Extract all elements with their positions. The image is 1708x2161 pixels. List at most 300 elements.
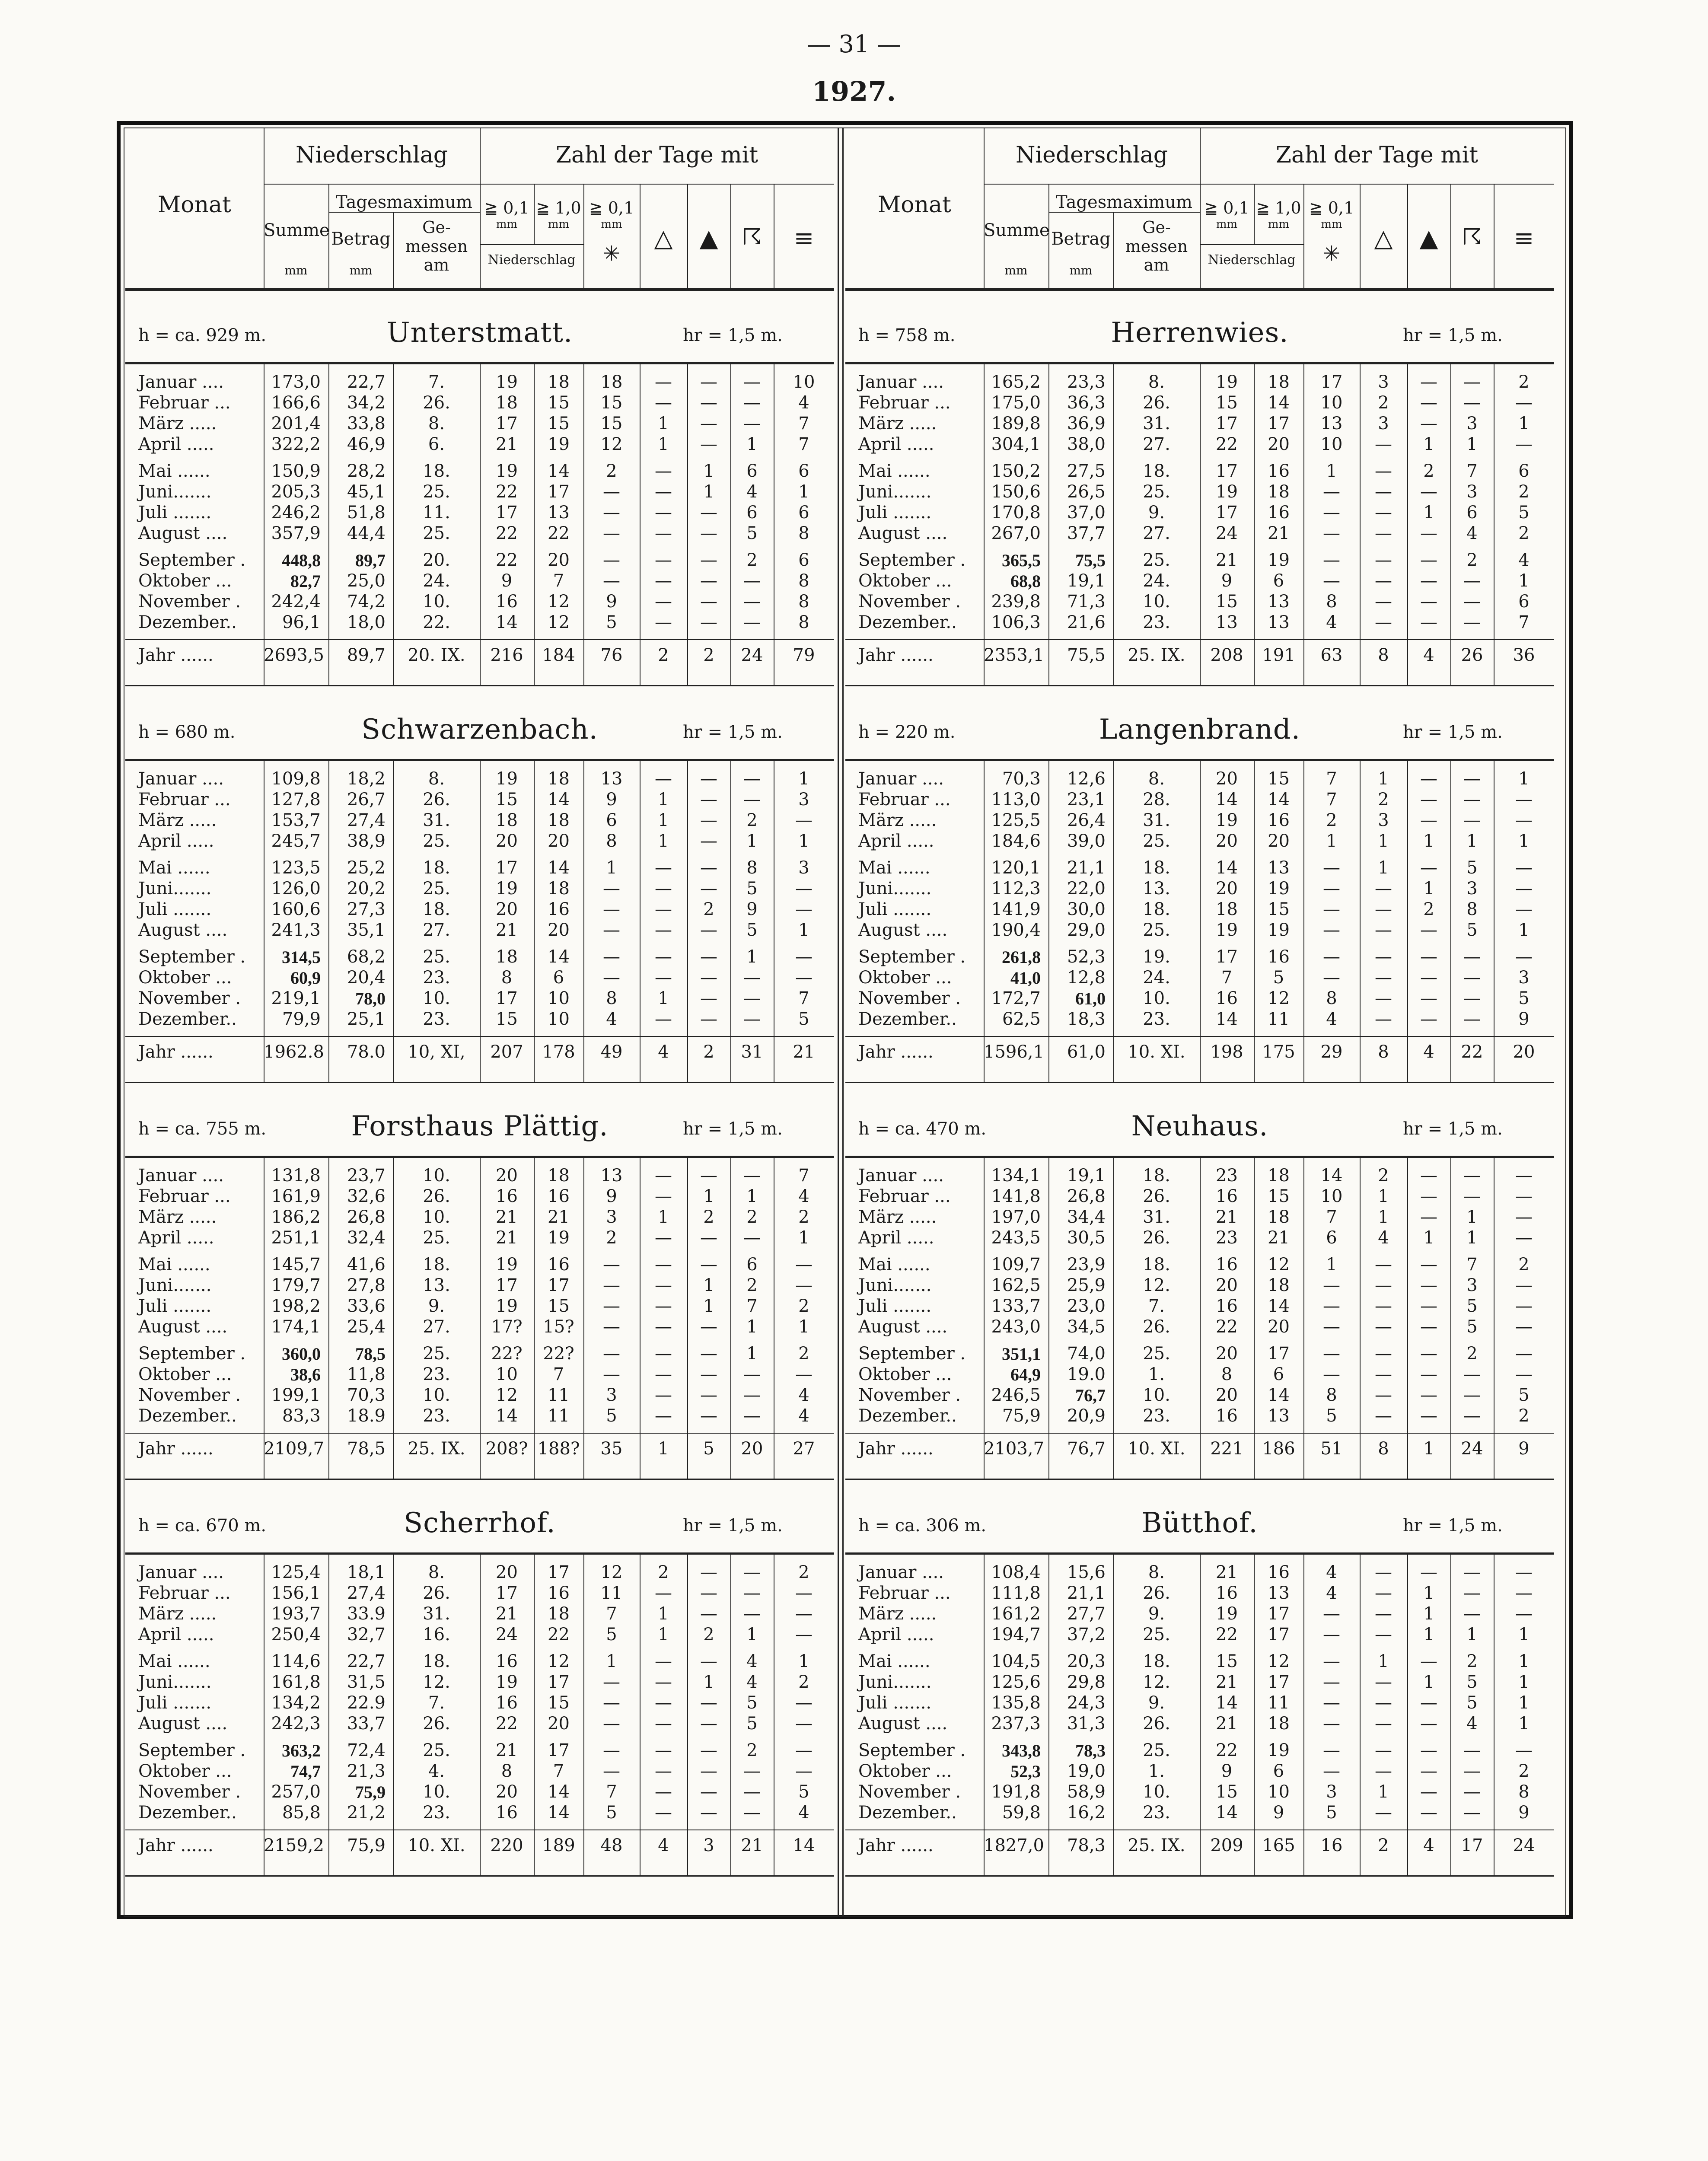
station-bottom-rule <box>125 1875 834 1877</box>
days-t1: — <box>1375 879 1392 899</box>
year-title: 1927. <box>812 76 896 107</box>
days-snow: — <box>1323 1344 1340 1364</box>
table-row <box>845 1693 1554 1714</box>
days-t4: 2 <box>798 1296 809 1316</box>
max-date: 27. <box>1143 434 1170 454</box>
sum-value: 179,7 <box>271 1275 321 1295</box>
max-value: 61,0 <box>1075 989 1106 1008</box>
days-snow: — <box>603 482 620 502</box>
table-row <box>125 1625 834 1645</box>
days-snow: — <box>1323 1651 1340 1671</box>
header-mm3: mm <box>601 218 622 231</box>
month-label: Oktober ... <box>138 968 232 988</box>
days-snow: — <box>1323 1740 1340 1760</box>
days-snow: — <box>603 1364 620 1384</box>
days-precip-10: 188? <box>537 1439 580 1459</box>
sum-value: 205,3 <box>271 482 321 502</box>
max-value: 20,3 <box>1067 1651 1106 1671</box>
days-t4: 1 <box>798 1228 809 1248</box>
year-total-row <box>125 1439 834 1460</box>
days-t3: 4 <box>746 1651 758 1671</box>
days-precip-10: 17 <box>1268 1625 1290 1645</box>
max-value: 21,2 <box>347 1803 386 1823</box>
sum-value: 242,4 <box>271 592 321 612</box>
days-precip-10: 13 <box>548 503 570 523</box>
days-t1: — <box>1375 1406 1392 1426</box>
days-t3: — <box>743 769 761 789</box>
max-value: 78,0 <box>355 989 386 1008</box>
days-t4: 2 <box>1518 1255 1530 1275</box>
days-t1: 4 <box>1378 1228 1389 1248</box>
month-label: Februar ... <box>858 790 951 810</box>
days-precip-10: 15? <box>543 1317 574 1337</box>
header-summe: Summe <box>264 220 330 240</box>
max-value: 20,9 <box>1067 1406 1106 1426</box>
days-precip-01: 19 <box>1216 810 1238 830</box>
month-label: Februar ... <box>138 393 231 413</box>
table-row <box>845 1782 1554 1803</box>
month-label: Februar ... <box>858 1583 951 1603</box>
max-value: 25,2 <box>347 858 386 878</box>
days-snow: 2 <box>606 461 617 481</box>
days-precip-10: 14 <box>548 1803 570 1823</box>
days-t2: 2 <box>1423 899 1434 919</box>
sum-value: 243,0 <box>991 1317 1041 1337</box>
sum-value: 41,0 <box>1010 968 1041 988</box>
max-date: 24. <box>1143 968 1170 988</box>
station-block <box>125 1084 834 1481</box>
sum-value: 125,5 <box>991 810 1041 830</box>
days-t3: 1 <box>1466 1207 1478 1227</box>
table-row <box>845 372 1554 393</box>
table-row <box>845 1296 1554 1317</box>
days-precip-10: 15 <box>548 1693 570 1713</box>
table-row <box>125 1782 834 1803</box>
header-rule <box>583 184 584 288</box>
month-label: Februar ... <box>138 1583 231 1603</box>
days-precip-10: 16 <box>1268 1562 1290 1582</box>
max-value: 78,5 <box>355 1344 386 1364</box>
table-row <box>845 769 1554 790</box>
month-label: Juli ....... <box>858 503 932 523</box>
days-precip-01: 21 <box>496 1740 518 1760</box>
days-t4: — <box>795 1740 813 1760</box>
max-value: 36,9 <box>1067 414 1106 433</box>
year-total-row <box>845 1836 1554 1856</box>
max-value: 21,1 <box>1067 858 1106 878</box>
days-precip-10: 178 <box>542 1042 575 1062</box>
days-precip-01: 20 <box>1216 1275 1238 1295</box>
days-t2: 1 <box>703 1275 714 1295</box>
max-date: 10. <box>423 1166 450 1186</box>
table-row <box>125 1166 834 1186</box>
table-row <box>845 1740 1554 1761</box>
max-date: 18. <box>1143 1166 1170 1186</box>
days-t2: — <box>700 988 717 1008</box>
days-snow: — <box>1323 1317 1340 1337</box>
days-precip-10: 6 <box>1273 1364 1284 1384</box>
days-t1: 1 <box>658 434 669 454</box>
year-rule <box>845 639 1554 640</box>
days-t1: — <box>655 1714 672 1734</box>
days-t1: — <box>655 1255 672 1275</box>
days-t2: — <box>700 523 717 543</box>
days-t2: — <box>1420 612 1437 632</box>
max-date: 25. <box>423 1344 450 1364</box>
days-t4: 7 <box>798 434 809 454</box>
station-elevation: h = 680 m. <box>138 722 236 742</box>
table-row <box>845 1672 1554 1693</box>
max-value: 72,4 <box>347 1740 386 1760</box>
month-label: August .... <box>858 1714 948 1734</box>
days-precip-01: 16 <box>1216 1296 1238 1316</box>
days-snow: — <box>1323 1672 1340 1692</box>
max-value: 27,8 <box>347 1275 386 1295</box>
days-snow: — <box>1323 571 1340 591</box>
station-bottom-rule <box>125 685 834 686</box>
sum-value: 184,6 <box>991 831 1041 851</box>
days-t1: — <box>655 1228 672 1248</box>
days-precip-10: 15 <box>1268 769 1290 789</box>
sum-value: 246,2 <box>271 503 321 523</box>
days-t1: — <box>1375 1740 1392 1760</box>
year-rule <box>845 1433 1554 1434</box>
table-row <box>125 1803 834 1823</box>
table-row <box>125 1317 834 1338</box>
max-date: 27. <box>1143 523 1170 543</box>
table-row <box>845 879 1554 899</box>
days-t4: 5 <box>1518 1385 1530 1405</box>
header-rule <box>984 127 985 288</box>
max-date: 8. <box>1148 372 1165 392</box>
month-label: März ..... <box>138 414 217 433</box>
days-t4: 9 <box>1518 1009 1530 1029</box>
max-value: 24,3 <box>1067 1693 1106 1713</box>
table-row <box>845 810 1554 831</box>
sum-value: 2109,7 <box>264 1439 324 1459</box>
days-t2: — <box>1420 372 1437 392</box>
table-row <box>125 1255 834 1275</box>
days-t1: 1 <box>1378 1207 1389 1227</box>
max-date: 10. <box>423 592 450 612</box>
days-snow: 9 <box>606 1186 617 1206</box>
days-t2: 1 <box>703 1672 714 1692</box>
max-date: 25. <box>423 879 450 899</box>
header-ge1: ≧ 0,1 <box>484 198 529 217</box>
table-row <box>125 1296 834 1317</box>
month-label: Juli ....... <box>138 503 212 523</box>
days-snow: 13 <box>600 1166 623 1186</box>
table-row <box>845 414 1554 434</box>
station-block <box>845 291 1554 688</box>
days-t1: — <box>655 523 672 543</box>
days-t3: 5 <box>1466 920 1478 940</box>
station-gauge-height: hr = 1,5 m. <box>1403 325 1503 345</box>
days-precip-01: 21 <box>496 1207 518 1227</box>
month-label: Dezember.. <box>138 612 237 632</box>
days-precip-01: 16 <box>496 592 518 612</box>
days-t2: — <box>700 1651 717 1671</box>
days-precip-10: 20 <box>1268 1317 1290 1337</box>
days-precip-01: 21 <box>1216 550 1238 570</box>
days-precip-01: 19 <box>496 372 518 392</box>
sum-value: 62,5 <box>1002 1009 1041 1029</box>
max-date: 10. XI. <box>1128 1439 1185 1459</box>
days-precip-10: 16 <box>548 1583 570 1603</box>
days-t1: — <box>1375 1562 1392 1582</box>
header-zahl: Zahl der Tage mit <box>555 142 758 168</box>
data-grid <box>845 1158 1554 1479</box>
station-elevation: h = ca. 929 m. <box>138 325 267 345</box>
days-t2: — <box>1420 1275 1437 1295</box>
max-value: 61,0 <box>1067 1042 1106 1062</box>
header-betrag: Betrag <box>331 229 391 249</box>
max-date: 7. <box>1148 1296 1165 1316</box>
days-t2: 1 <box>703 482 714 502</box>
days-snow: — <box>603 1317 620 1337</box>
header-niederschlag: Niederschlag <box>295 142 448 168</box>
days-precip-10: 20 <box>1268 434 1290 454</box>
days-t3: — <box>1463 1761 1481 1781</box>
sum-value: 175,0 <box>991 393 1041 413</box>
data-grid <box>125 761 834 1082</box>
days-t2: 1 <box>1423 1439 1434 1459</box>
sum-value: 79,9 <box>282 1009 321 1029</box>
days-snow: 10 <box>1320 393 1343 413</box>
max-date: 16. <box>423 1625 450 1645</box>
sum-value: 161,2 <box>991 1604 1041 1624</box>
fog-icon: ≡ <box>793 224 814 252</box>
max-value: 36,3 <box>1067 393 1106 413</box>
sum-value: 68,8 <box>1010 571 1041 591</box>
days-t4: — <box>1515 1364 1533 1384</box>
days-t3: — <box>1463 1009 1481 1029</box>
days-precip-10: 14 <box>548 858 570 878</box>
days-snow: 5 <box>1326 1803 1337 1823</box>
max-value: 89,7 <box>355 551 386 570</box>
days-t2: — <box>700 1344 717 1364</box>
month-label: Mai ...... <box>858 858 930 878</box>
days-t2: 1 <box>1423 1625 1434 1645</box>
days-t3: — <box>743 1228 761 1248</box>
sum-value: 314,5 <box>282 947 321 967</box>
max-value: 23,1 <box>1067 790 1106 810</box>
days-precip-10: 22 <box>548 523 570 543</box>
days-t4: 6 <box>798 461 809 481</box>
days-t4: — <box>795 810 813 830</box>
days-t4: — <box>1515 1562 1533 1582</box>
station-elevation: h = ca. 306 m. <box>858 1516 987 1536</box>
days-t3: — <box>743 1364 761 1384</box>
days-precip-10: 17 <box>548 1562 570 1582</box>
days-precip-10: 11 <box>548 1385 570 1405</box>
max-date: 8. <box>428 414 445 433</box>
days-snow: — <box>1323 503 1340 523</box>
days-t1: — <box>1375 482 1392 502</box>
max-value: 38,0 <box>1067 434 1106 454</box>
days-t1: — <box>655 482 672 502</box>
days-snow: 8 <box>606 988 617 1008</box>
days-t2: — <box>1420 968 1437 988</box>
data-grid <box>845 1555 1554 1875</box>
sum-value: 120,1 <box>991 858 1041 878</box>
days-t4: 1 <box>798 482 809 502</box>
days-snow: — <box>603 899 620 919</box>
days-t3: — <box>743 1009 761 1029</box>
days-t3: 2 <box>746 550 758 570</box>
days-t2: — <box>1420 769 1437 789</box>
table-row <box>125 372 834 393</box>
days-t4: 2 <box>798 1207 809 1227</box>
month-label: Januar .... <box>138 769 224 789</box>
max-value: 37,2 <box>1067 1625 1106 1645</box>
days-t2: — <box>700 612 717 632</box>
days-t4: — <box>795 1693 813 1713</box>
days-t2: 3 <box>703 1836 714 1855</box>
days-precip-10: 18 <box>548 1604 570 1624</box>
month-label: Februar ... <box>858 1186 951 1206</box>
table-row <box>125 1693 834 1714</box>
days-t3: 1 <box>1466 434 1478 454</box>
days-t1: — <box>1375 988 1392 1008</box>
days-t2: — <box>1420 1782 1437 1802</box>
days-t3: 5 <box>1466 1296 1478 1316</box>
days-t2: — <box>700 1693 717 1713</box>
days-t2: — <box>700 1782 717 1802</box>
days-snow: — <box>1323 899 1340 919</box>
year-total-row <box>845 1439 1554 1460</box>
days-precip-01: 16 <box>496 1186 518 1206</box>
max-value: 74,0 <box>1067 1344 1106 1364</box>
days-t1: — <box>1375 612 1392 632</box>
max-date: 12. <box>1143 1275 1170 1295</box>
days-t2: — <box>700 1317 717 1337</box>
days-precip-01: 22 <box>1216 1625 1238 1645</box>
max-date: 25. <box>1143 482 1170 502</box>
month-label: Januar .... <box>138 1166 224 1186</box>
days-t4: 2 <box>1518 372 1530 392</box>
month-label: Oktober ... <box>138 1761 232 1781</box>
days-t3: 1 <box>1466 1228 1478 1248</box>
days-precip-01: 9 <box>501 571 513 591</box>
days-precip-10: 16 <box>1268 503 1290 523</box>
days-t3: 1 <box>746 1186 758 1206</box>
days-t1: — <box>655 550 672 570</box>
days-t4: — <box>795 899 813 919</box>
sum-value: 106,3 <box>991 612 1041 632</box>
table-row <box>845 612 1554 633</box>
days-t3: 6 <box>746 461 758 481</box>
table-row <box>845 1761 1554 1782</box>
days-t2: — <box>700 879 717 899</box>
max-date: 9. <box>1148 1604 1165 1624</box>
days-t4: — <box>1515 1166 1533 1186</box>
days-precip-01: 22 <box>1216 434 1238 454</box>
max-date: 25. IX. <box>1128 645 1185 665</box>
days-snow: — <box>603 1344 620 1364</box>
max-date: 28. <box>1143 790 1170 810</box>
days-t4: 1 <box>798 920 809 940</box>
sum-value: 363,2 <box>282 1741 321 1760</box>
days-snow: 76 <box>600 645 623 665</box>
station-name: Neuhaus. <box>1131 1110 1268 1142</box>
max-value: 29,8 <box>1067 1672 1106 1692</box>
sum-value: 161,9 <box>271 1186 321 1206</box>
max-value: 27,4 <box>347 810 386 830</box>
table-row <box>845 831 1554 852</box>
days-snow: — <box>1323 968 1340 988</box>
days-snow: — <box>603 1275 620 1295</box>
max-date: 25. <box>1143 1740 1170 1760</box>
days-precip-10: 17 <box>548 1275 570 1295</box>
max-date: 8. <box>1148 769 1165 789</box>
days-precip-10: 12 <box>548 612 570 632</box>
days-t1: — <box>655 1275 672 1295</box>
header-ge3: ≧ 0,1 <box>1309 198 1354 217</box>
days-snow: 10 <box>1320 1186 1343 1206</box>
days-t2: — <box>1420 1296 1437 1316</box>
days-precip-01: 15 <box>496 1009 518 1029</box>
days-precip-10: 17 <box>548 482 570 502</box>
days-t2: — <box>700 503 717 523</box>
max-date: 9. <box>428 1296 445 1316</box>
days-precip-10: 14 <box>1268 1296 1290 1316</box>
days-t3: — <box>1463 1406 1481 1426</box>
max-date: 26. <box>423 1583 450 1603</box>
days-t2: 2 <box>703 1625 714 1645</box>
month-label: Juli ....... <box>138 1693 212 1713</box>
days-snow: — <box>603 1255 620 1275</box>
max-value: 38,9 <box>347 831 386 851</box>
days-t2: — <box>700 831 717 851</box>
sum-value: 186,2 <box>271 1207 321 1227</box>
table-row <box>125 434 834 455</box>
days-t3: 8 <box>1466 899 1478 919</box>
days-t2: — <box>1420 858 1437 878</box>
days-t2: — <box>1420 1166 1437 1186</box>
days-precip-01: 216 <box>490 645 523 665</box>
days-t1: 8 <box>1378 1042 1389 1062</box>
days-precip-10: 14 <box>1268 393 1290 413</box>
sum-value: 127,8 <box>271 790 321 810</box>
header-rule <box>1048 184 1049 288</box>
sum-value: 150,6 <box>991 482 1041 502</box>
days-precip-10: 10 <box>1268 1782 1290 1802</box>
days-precip-10: 12 <box>1268 1255 1290 1275</box>
days-t2: — <box>1420 810 1437 830</box>
month-label: August .... <box>138 1317 228 1337</box>
max-value: 51,8 <box>347 503 386 523</box>
month-label: Juni....... <box>138 1672 212 1692</box>
days-snow: — <box>603 879 620 899</box>
days-precip-10: 18 <box>1268 1714 1290 1734</box>
days-t2: — <box>1420 414 1437 433</box>
max-value: 18.9 <box>347 1406 386 1426</box>
month-label: Juli ....... <box>858 899 932 919</box>
month-label: September . <box>858 550 966 570</box>
days-precip-01: 221 <box>1210 1439 1243 1459</box>
max-date: 25. <box>423 1740 450 1760</box>
days-precip-10: 18 <box>1268 1166 1290 1186</box>
days-t4: 27 <box>793 1439 815 1459</box>
max-date: 10. <box>423 1207 450 1227</box>
days-t4: 7 <box>1518 612 1530 632</box>
days-precip-01: 14 <box>1216 1009 1238 1029</box>
max-date: 9. <box>1148 1693 1165 1713</box>
days-precip-01: 14 <box>1216 1693 1238 1713</box>
header-gemessen: Ge- messen am <box>405 218 468 275</box>
table-row <box>125 1009 834 1030</box>
